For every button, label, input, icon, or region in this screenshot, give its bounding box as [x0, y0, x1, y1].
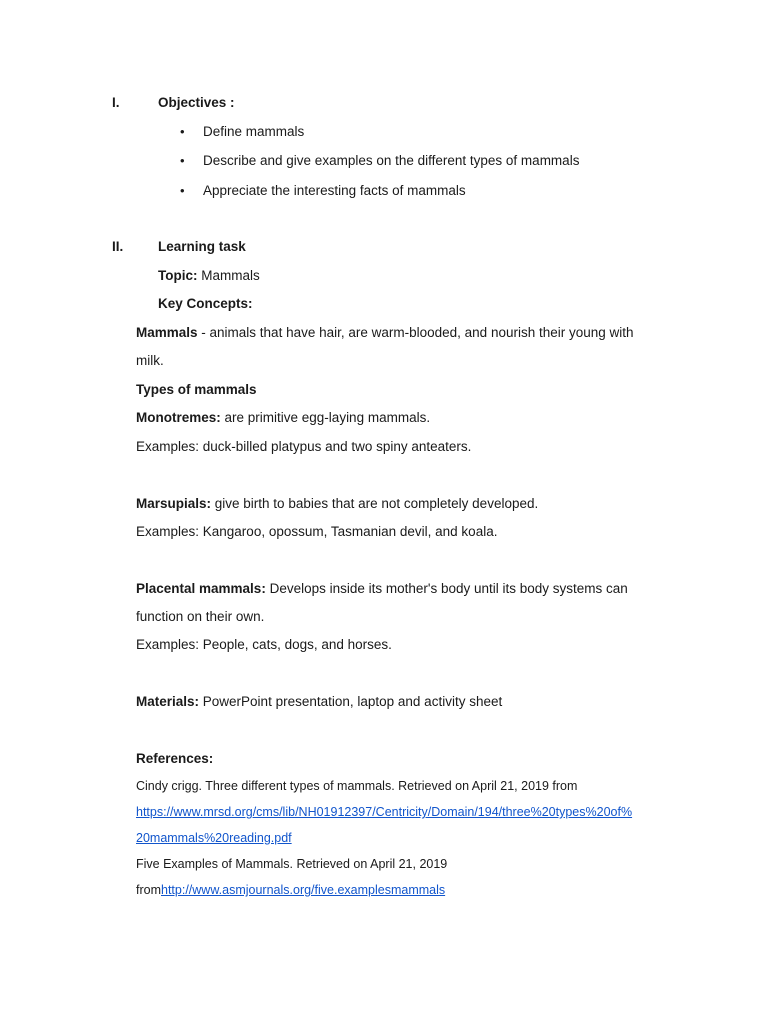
mammals-term: Mammals — [136, 325, 198, 340]
marsupials-term: Marsupials: — [136, 496, 212, 511]
mammals-def-text: - animals that have hair, are warm-blooded, and nourish their young with — [197, 325, 634, 340]
materials-value: PowerPoint presentation, laptop and activity sheet — [199, 694, 503, 709]
monotremes-term: Monotremes: — [136, 410, 221, 425]
materials-line — [136, 693, 502, 711]
bullet: • — [180, 124, 185, 139]
objective-item: Appreciate the interesting facts of mammals — [203, 183, 466, 198]
mammals-definition — [136, 324, 634, 342]
reference-1-link-part2[interactable]: 20mammals%20reading.pdf — [136, 831, 292, 845]
bullet: • — [180, 183, 185, 198]
objectives-heading: Objectives : — [158, 95, 235, 110]
section-numeral-objectives: I. — [112, 95, 120, 110]
objective-item: Define mammals — [203, 124, 305, 139]
reference-2-link[interactable]: http://www.asmjournals.org/five.examplesmammals — [161, 883, 446, 897]
reference-2-text: Five Examples of Mammals. Retrieved on April 21, 2019 — [136, 857, 448, 871]
reference-2-prefix: from — [136, 883, 161, 897]
placental-def-continuation: function on their own. — [136, 609, 265, 624]
key-concepts-label: Key Concepts: — [158, 296, 253, 311]
reference-1-url-continuation[interactable] — [136, 829, 292, 847]
references-heading: References: — [136, 751, 214, 766]
section-numeral-learning-task: II. — [112, 239, 124, 254]
objective-item: Describe and give examples on the different types of mammals — [203, 153, 580, 168]
placental-examples: Examples: People, cats, dogs, and horses. — [136, 637, 392, 652]
topic-line — [158, 267, 260, 285]
materials-label: Materials: — [136, 694, 200, 709]
bullet: • — [180, 153, 185, 168]
placental-def-text: Develops inside its mother's body until its body systems can — [265, 581, 628, 596]
reference-1-text: Cindy crigg. Three different types of mammals. Retrieved on April 21, 2019 from — [136, 779, 578, 793]
marsupials-definition — [136, 495, 538, 513]
monotremes-examples: Examples: duck-billed platypus and two spiny anteaters. — [136, 439, 472, 454]
reference-1-url[interactable] — [136, 803, 632, 821]
learning-task-heading: Learning task — [158, 239, 246, 254]
marsupials-def-text: give birth to babies that are not completely developed. — [211, 496, 539, 511]
placental-definition — [136, 580, 628, 598]
monotremes-definition — [136, 409, 430, 427]
marsupials-examples: Examples: Kangaroo, opossum, Tasmanian devil, and koala. — [136, 524, 498, 539]
monotremes-def-text: are primitive egg-laying mammals. — [220, 410, 431, 425]
topic-value: Mammals — [197, 268, 260, 283]
mammals-def-continuation: milk. — [136, 353, 164, 368]
topic-label: Topic: — [158, 268, 198, 283]
types-heading: Types of mammals — [136, 382, 257, 397]
reference-1-link-part1[interactable]: https://www.mrsd.org/cms/lib/NH01912397/Centricity/Domain/194/three%20types%20of% — [136, 805, 633, 819]
placental-term: Placental mammals: — [136, 581, 266, 596]
reference-2-line — [136, 881, 445, 899]
